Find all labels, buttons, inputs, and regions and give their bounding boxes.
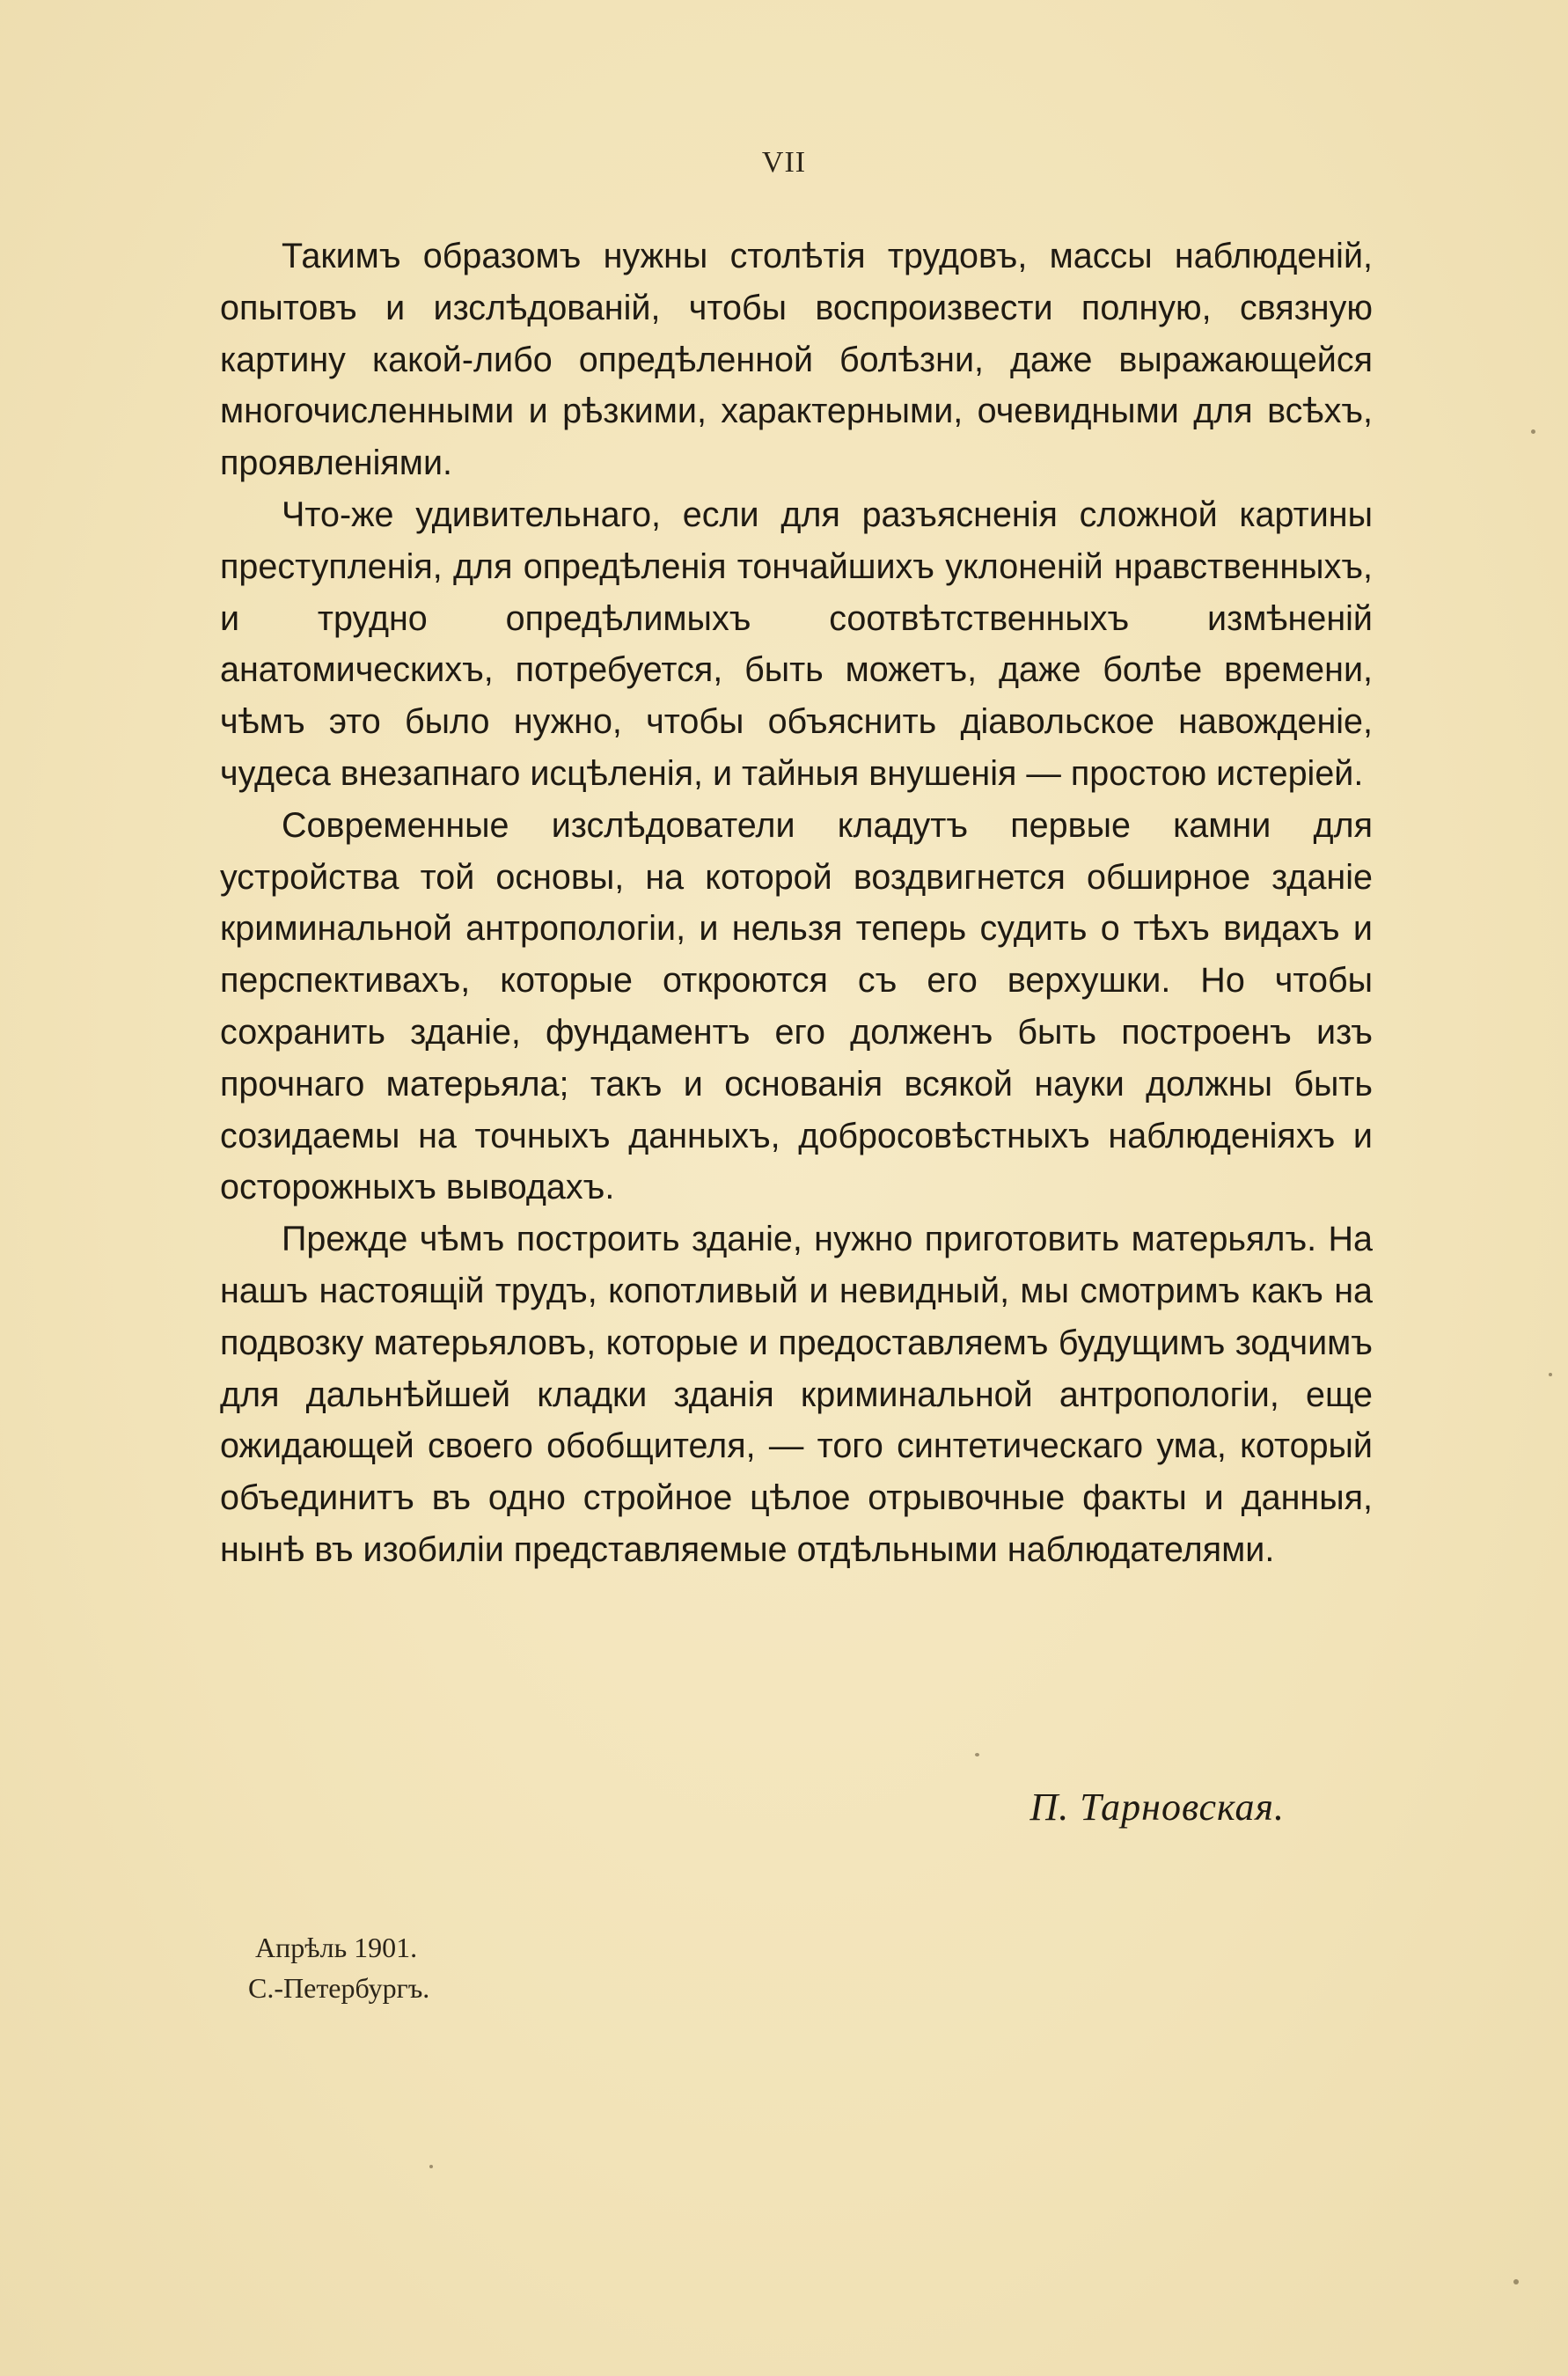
place: С.-Петербургъ. [248,1972,430,2004]
paragraph-1: Такимъ образомъ нужны столѣтія трудовъ, массы наблюденій, опытовъ и изслѣдованій, чтобы воспроизвести полную, связную картину какой-либо опредѣленной болѣзни, даже выражающейся многочисленными и рѣзкими, характерными, очевидными для всѣхъ, проявленіями. [220,237,1373,483]
date: Апрѣль 1901. [255,1932,418,1963]
author-signature: П. Тарновская. [1029,1786,1285,1829]
paper-speck [429,2165,433,2168]
page-number: VII [761,146,807,179]
main-text [220,231,1373,1576]
paper-speck [1513,2279,1519,2284]
paper-speck [1549,1373,1552,1376]
paper-speck [975,1753,979,1756]
paper-speck [1531,429,1535,434]
paragraph-4: Прежде чѣмъ построить зданіе, нужно приготовить матерьялъ. На нашъ настоящій трудъ, копотливый и невидный, мы смотримъ какъ на подвозку матерьяловъ, которые и предоставляемъ будущимъ зодчимъ для дальнѣйшей кладки зданія криминальной антропологіи, еще ожидающей своего обобщителя, — того синтетическаго ума, который объединитъ въ одно стройное цѣлое отрывочные факты и данныя, нынѣ въ изобиліи представляемые отдѣльными наблюдателями. [220,1220,1373,1569]
paragraph-3: Современные изслѣдователи кладутъ первые камни для устройства той основы, на которой воздвигнется обширное зданіе криминальной антропологіи, и нельзя теперь судить о тѣхъ видахъ и перспективахъ, которые откроются съ его верхушки. Но чтобы сохранить зданіе, фундаментъ его долженъ быть построенъ изъ прочнаго матерьяла; такъ и основанія всякой науки должны быть созидаемы на точныхъ данныхъ, добросовѣстныхъ наблюденіяхъ и осторожныхъ выводахъ. [220,805,1373,1207]
dateline [248,1927,430,2008]
paragraph-2: Что-же удивительнаго, если для разъясненія сложной картины преступленія, для опредѣленія тончайшихъ уклоненій нравственныхъ, и трудно опредѣлимыхъ соотвѣтственныхъ измѣненій анатомическихъ, потребуется, быть можетъ, даже болѣе времени, чѣмъ это было нужно, чтобы объяснить діавольское навожденіе, чудеса внезапнаго исцѣленія, и тайныя внушенія — простою истеріей. [220,495,1373,793]
